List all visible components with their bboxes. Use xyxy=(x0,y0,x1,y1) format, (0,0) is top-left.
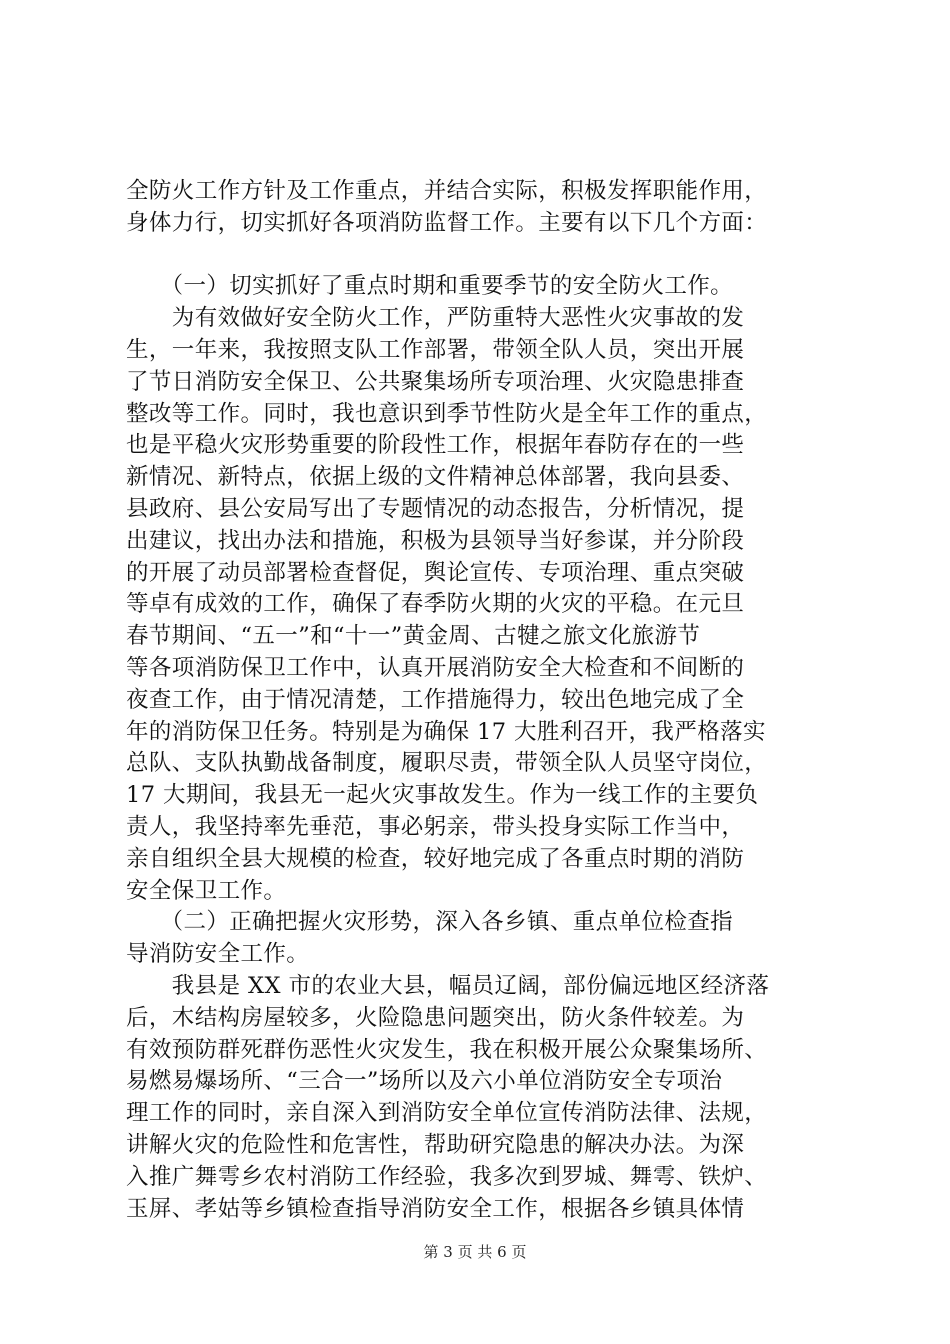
body-text xyxy=(126,176,834,1225)
text-line: 易燃易爆场所、“三合一”场所以及六小单位消防安全专项治 xyxy=(126,1068,723,1095)
text-line: 入推广舞雩乡农村消防工作经验，我多次到罗城、舞雩、铁炉、 xyxy=(126,1163,768,1190)
text-line: 全防火工作方针及工作重点，并结合实际，积极发挥职能作用， xyxy=(126,178,768,204)
text-line: 讲解火灾的危险性和危害性，帮助研究隐患的解决办法。为深 xyxy=(126,1131,745,1158)
text-line: 为有效做好安全防火工作，严防重特大恶性火灾事故的发 xyxy=(126,305,745,332)
page-footer: 第 3 页 共 6 页 xyxy=(423,1243,527,1261)
text-line: 理工作的同时，亲自深入到消防安全单位宣传消防法律、法规， xyxy=(126,1100,768,1127)
text-line: 有效预防群死群伤恶性火灾发生，我在积极开展公众聚集场所、 xyxy=(126,1036,768,1063)
text-line: 我县是 XX 市的农业大县，幅员辽阔，部份偏远地区经济落 xyxy=(126,972,770,999)
text-line: （二）正确把握火灾形势，深入各乡镇、重点单位检查指 xyxy=(126,909,734,936)
text-line: 亲自组织全县大规模的检查，较好地完成了各重点时期的消防 xyxy=(126,845,745,872)
text-line: 春节期间、“五一”和“十一”黄金周、古犍之旅文化旅游节 xyxy=(126,623,701,650)
text-line: 年的消防保卫任务。特别是为确保 17 大胜利召开，我严格落实 xyxy=(126,718,766,745)
text-line: 县政府、县公安局写出了专题情况的动态报告，分析情况，提 xyxy=(126,495,745,522)
text-line: 了节日消防安全保卫、公共聚集场所专项治理、火灾隐患排查 xyxy=(126,368,745,395)
text-line: 后，木结构房屋较多，火险隐患问题突出，防火条件较差。为 xyxy=(126,1004,745,1031)
text-line: （一）切实抓好了重点时期和重要季节的安全防火工作。 xyxy=(126,273,734,300)
text-line: 等卓有成效的工作，确保了春季防火期的火灾的平稳。在元旦 xyxy=(126,591,745,618)
text-line: 17 大期间，我县无一起火灾事故发生。作为一线工作的主要负 xyxy=(126,782,759,809)
text-line: 安全保卫工作。 xyxy=(126,877,287,904)
text-line: 等各项消防保卫工作中，认真开展消防安全大检查和不间断的 xyxy=(126,654,745,681)
text-line: 导消防安全工作。 xyxy=(126,941,310,968)
text-line: 新情况、新特点，依据上级的文件精神总体部署，我向县委、 xyxy=(126,464,745,491)
text-line: 身体力行，切实抓好各项消防监督工作。主要有以下几个方面： xyxy=(126,209,768,236)
text-line: 夜查工作，由于情况清楚，工作措施得力，较出色地完成了全 xyxy=(126,686,745,713)
text-line: 的开展了动员部署检查督促，舆论宣传、专项治理、重点突破 xyxy=(126,559,745,586)
text-line: 出建议，找出办法和措施，积极为县领导当好参谋，并分阶段 xyxy=(126,527,745,554)
text-line: 玉屏、孝姑等乡镇检查指导消防安全工作，根据各乡镇具体情 xyxy=(126,1195,745,1222)
paragraph-spacer xyxy=(126,240,834,272)
text-line: 也是平稳火灾形势重要的阶段性工作，根据年春防存在的一些 xyxy=(126,432,745,459)
text-line: 总队、支队执勤战备制度，履职尽责，带领全队人员坚守岗位， xyxy=(126,750,768,777)
text-line: 责人，我坚持率先垂范，事必躬亲，带头投身实际工作当中， xyxy=(126,813,745,840)
text-line: 生，一年来，我按照支队工作部署，带领全队人员，突出开展 xyxy=(126,336,745,363)
text-line: 整改等工作。同时，我也意识到季节性防火是全年工作的重点， xyxy=(126,400,768,427)
